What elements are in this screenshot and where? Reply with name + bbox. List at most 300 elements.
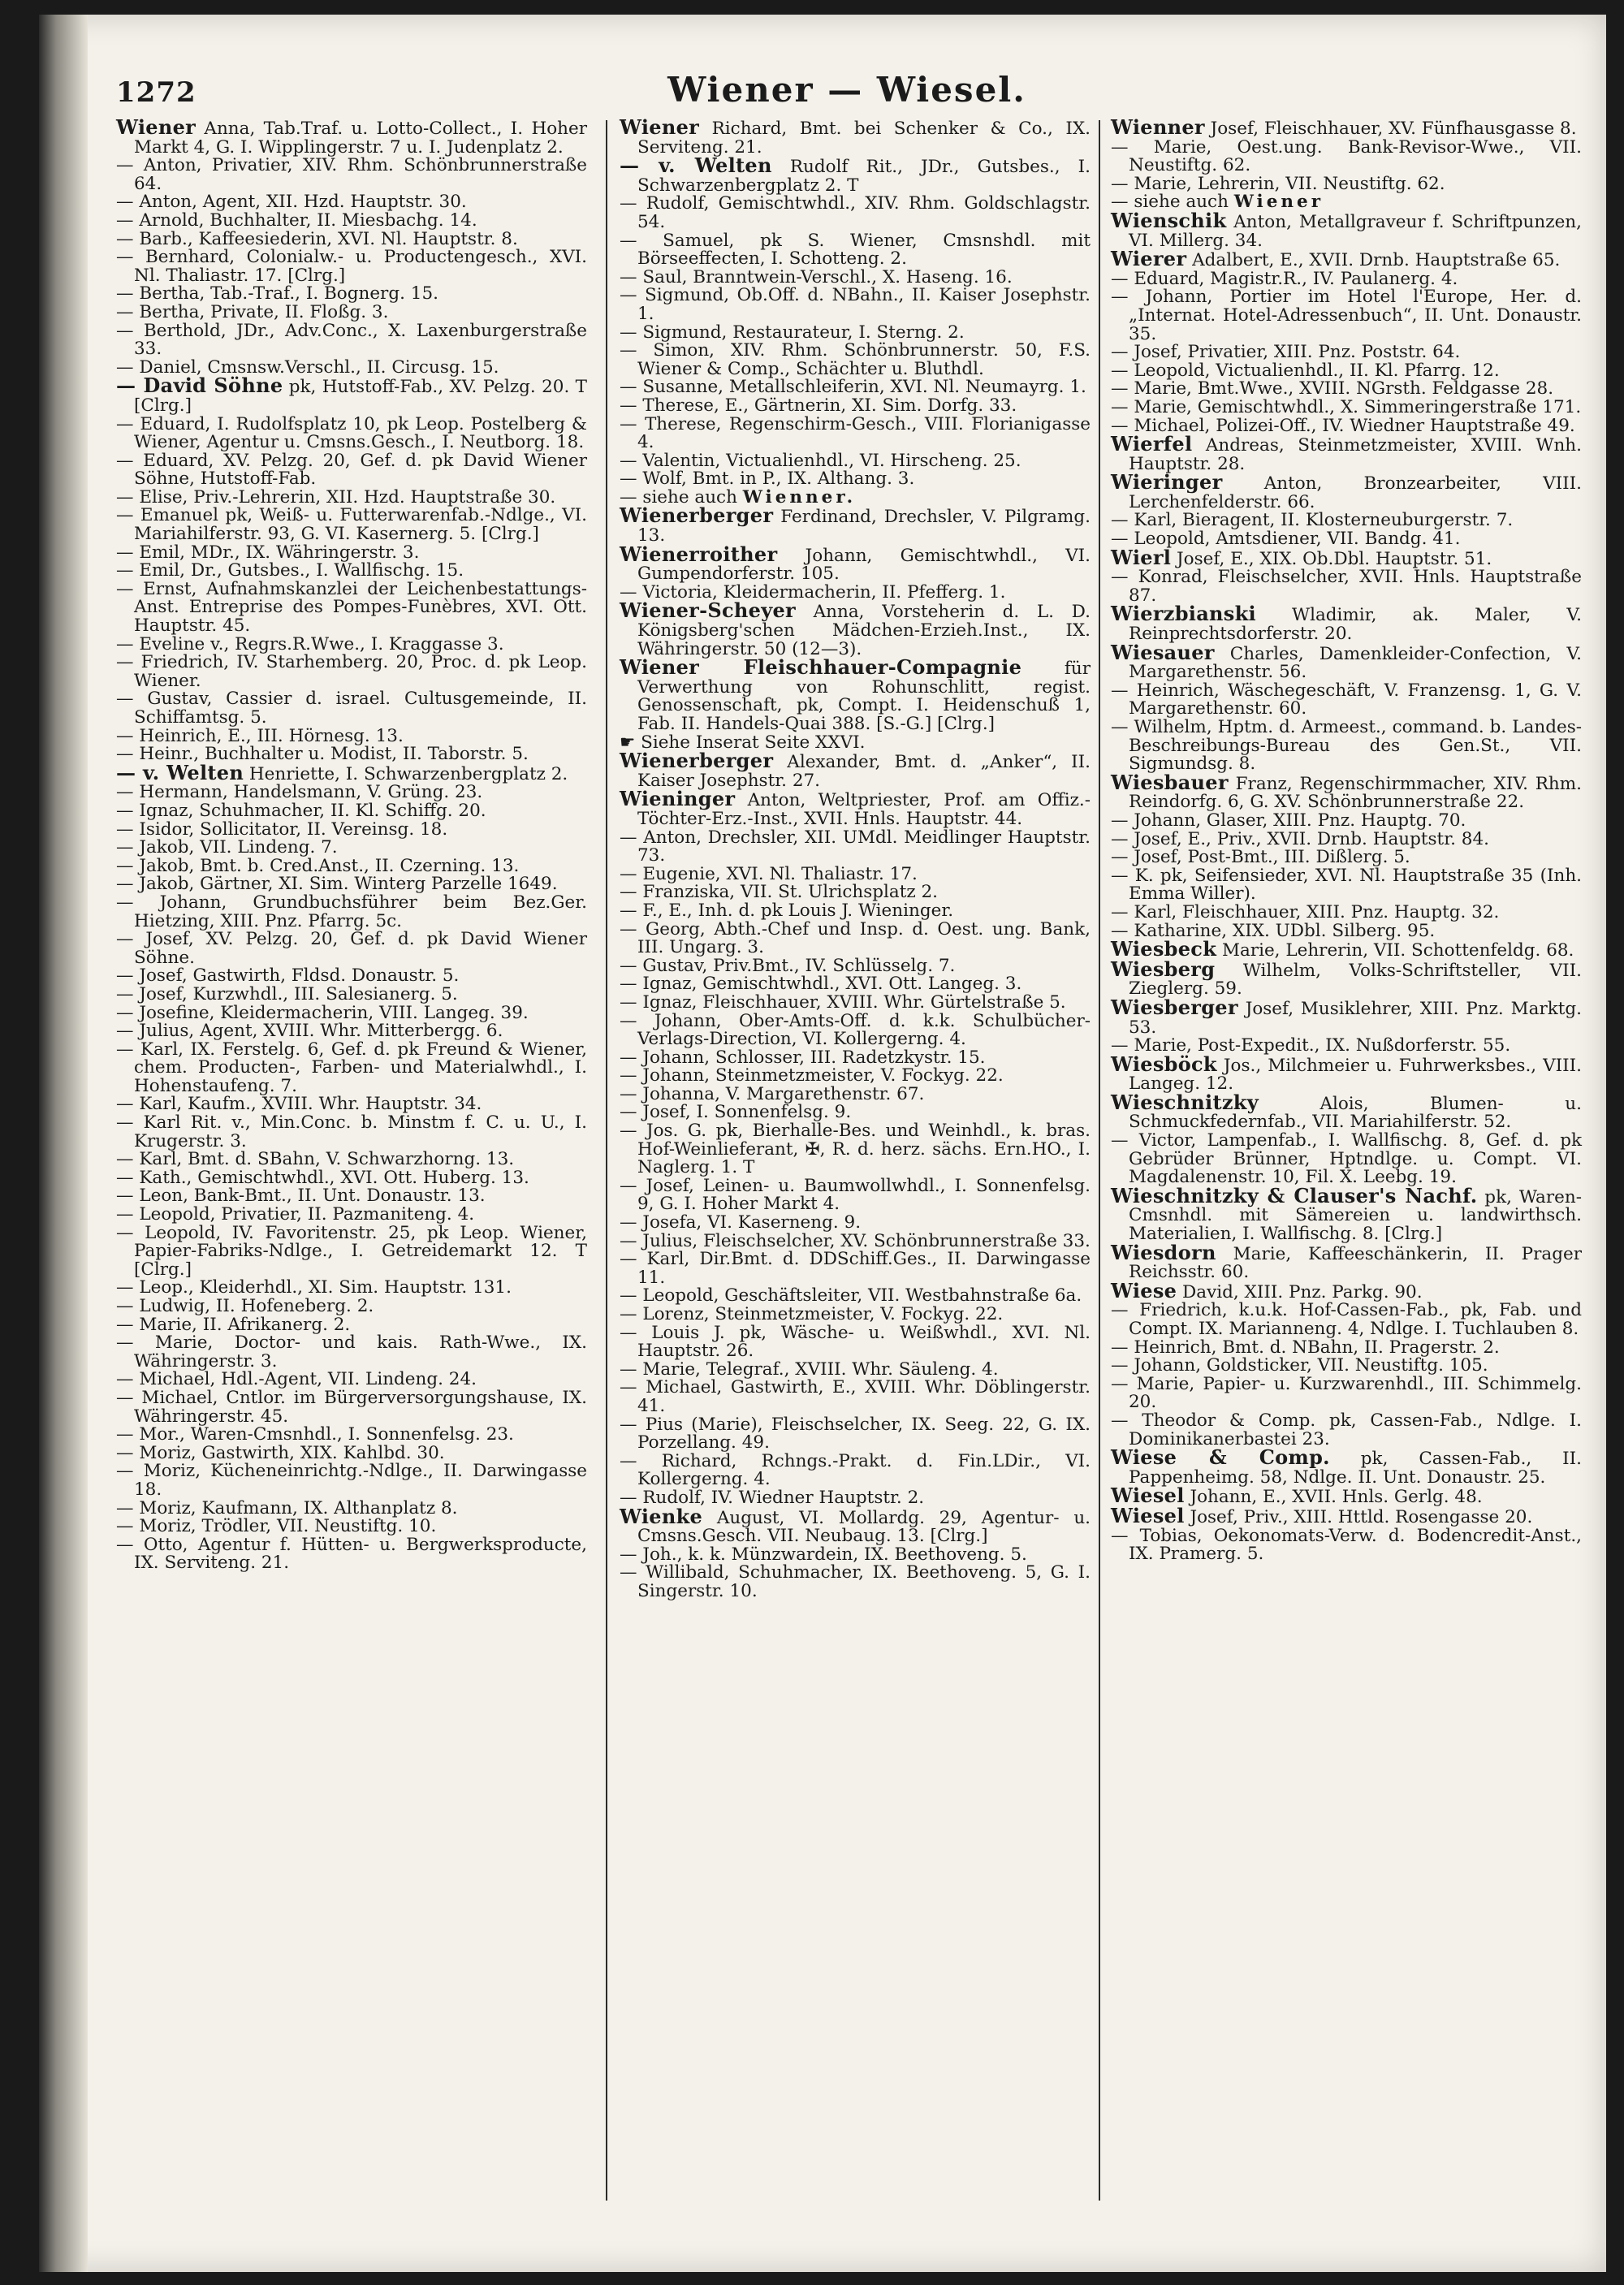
- directory-entry: [116, 374, 587, 416]
- entry-surname: Wienke: [620, 1504, 703, 1528]
- directory-entry: [116, 507, 587, 543]
- entry-text: — Marie, Lehrerin, VII. Neustiftg. 62.: [1111, 173, 1445, 194]
- entry-surname: Wieschnitzky: [1111, 1090, 1259, 1114]
- entry-spaced-name: Wiener: [1233, 192, 1324, 213]
- entry-surname: Wienner: [1111, 115, 1205, 139]
- directory-entry: [116, 1022, 587, 1041]
- directory-entry: [116, 894, 587, 931]
- directory-entry: [620, 598, 1091, 659]
- directory-entry: [620, 902, 1091, 921]
- entry-surname: Wieschnitzky & Clauser's Nachf.: [1111, 1183, 1478, 1207]
- directory-entry: [620, 1049, 1091, 1068]
- directory-entry: [620, 655, 1091, 734]
- entry-text: — Johann, Goldsticker, VII. Neustiftg. 105.: [1111, 1355, 1488, 1376]
- entry-text: — Ignaz, Fleischhauer, XVIII. Whr. Gürtelstraße 5.: [620, 991, 1066, 1013]
- entry-text: — Leopold, IV. Favoritenstr. 25, pk Leop. Wiener, Papier-Fabriks-Ndlge., I. Getreidemarkt 12. T [Clrg.]: [116, 1222, 587, 1280]
- directory-entry: [116, 413, 587, 453]
- entry-text: — Michael, Hdl.-Agent, VII. Lindeng. 24.: [116, 1369, 477, 1390]
- entry-text: — Saul, Branntwein-Verschl., X. Haseng. 16.: [620, 266, 1013, 287]
- entry-text: Andreas, Steinmetzmeister, XVIII. Wnh. Hauptstr. 28.: [1129, 435, 1582, 474]
- entry-text: Alois, Blumen- u. Schmuckfedernfab., VII. Mariahilferstr. 52.: [1129, 1093, 1582, 1133]
- entry-text: — Josef, Gastwirth, Fldsd. Donaustr. 5.: [116, 965, 460, 987]
- directory-entry: [1111, 512, 1582, 530]
- directory-entry: [620, 397, 1091, 416]
- entry-text: — Eduard, Magistr.R., IV. Paulanerg. 4.: [1111, 268, 1458, 289]
- directory-entry: [620, 1287, 1091, 1306]
- entry-text: — Marie, Oest.ung. Bank-Revisor-Wwe., VII. Neustiftg. 62.: [1111, 136, 1582, 176]
- directory-entry: [116, 1151, 587, 1169]
- entry-text: — Ludwig, II. Hofeneberg. 2.: [116, 1296, 374, 1316]
- entry-text: — Johann, Ober-Amts-Off. d. k.k. Schulbücher-Verlags-Direction, VI. Kollergerng. 4.: [620, 1010, 1091, 1050]
- entry-text: — Marie, Doctor- und kais. Rath-Wwe., IX. Währingerstr. 3.: [116, 1333, 587, 1371]
- directory-entry: [1111, 719, 1582, 774]
- entry-text: — Gustav, Cassier d. israel. Cultusgemeinde, II. Schiffamtsg. 5.: [116, 689, 587, 728]
- entry-surname: Wiese: [1111, 1278, 1177, 1302]
- entry-text: — Samuel, pk S. Wiener, Cmsnshdl. mit Börseeffecten, I. Schotteng. 2.: [620, 230, 1091, 270]
- entry-text: — Moriz, Gastwirth, XIX. Kahlbd. 30.: [116, 1442, 445, 1463]
- entry-text: — Johann, Grundbuchsführer beim Bez.Ger. Hietzing, XIII. Pnz. Pfarrg. 5c.: [116, 892, 587, 931]
- entry-text: Anton, Metallgraveur f. Schriftpunzen, VI. Millerg. 34.: [1129, 211, 1582, 251]
- entry-text: August, VI. Mollardg. 29, Agentur- u. Cmsns.Gesch. VII. Neubaug. 13. [Clrg.]: [637, 1507, 1091, 1547]
- entry-text: — Arnold, Buchhalter, II. Miesbachg. 14.: [116, 209, 477, 231]
- directory-entry: [620, 1230, 1091, 1251]
- directory-entry: [1111, 115, 1582, 139]
- entry-text: — Karl, Bieragent, II. Klosterneuburgerstr. 7.: [1111, 510, 1514, 531]
- entry-text: — Otto, Agentur f. Hütten- u. Bergwerksproducte, IX. Serviteng. 21.: [116, 1534, 587, 1574]
- directory-entry: [620, 1379, 1091, 1415]
- entry-surname: Wierer: [1111, 247, 1187, 271]
- entry-text: — Heinrich, Bmt. d. NBahn, II. Pragerstr. 2.: [1111, 1337, 1500, 1358]
- directory-entry: [116, 1206, 587, 1225]
- entry-text: — Bertha, Tab.-Traf., I. Bognerg. 15.: [116, 283, 438, 305]
- entry-surname: Wiener: [620, 115, 700, 139]
- entry-text: — Friedrich, IV. Starhemberg. 20, Proc. d. pk Leop. Wiener.: [116, 652, 587, 691]
- directory-entry: [1111, 470, 1582, 512]
- entry-text: — Eugenie, XVI. Nl. Thaliastr. 17.: [620, 863, 918, 884]
- directory-entry: [1111, 640, 1582, 683]
- directory-entry: [1111, 208, 1582, 251]
- entry-text: — Karl, IX. Ferstelg. 6, Gef. d. pk Freund & Wiener, chem. Producten-, Farben- und Materialwhdl., I. Hohenstaufeng. 7.: [116, 1039, 587, 1096]
- entry-spaced-name: Wienner.: [742, 486, 857, 508]
- column-divider: [1099, 120, 1100, 2201]
- entry-text: — Josefine, Kleidermacherin, VIII. Langeg. 39.: [116, 1002, 529, 1023]
- entry-surname: Wienerberger: [620, 503, 774, 528]
- directory-entry: [116, 115, 587, 158]
- entry-surname: Wierl: [1111, 545, 1172, 569]
- entry-surname: Wierfel: [1111, 432, 1193, 456]
- directory-entry: [116, 228, 587, 249]
- entry-text: — siehe auch: [1111, 192, 1234, 213]
- directory-entry: [620, 863, 1091, 884]
- entry-text: — Friedrich, k.u.k. Hof-Cassen-Fab., pk, Fab. und Compt. IX. Marianneng. 4, Ndlge. I. Tuchlauben 8.: [1111, 1300, 1582, 1339]
- directory-entry: [620, 829, 1091, 866]
- directory-entry: [116, 1279, 587, 1298]
- entry-text: Anton, Bronzearbeiter, VIII. Lerchenfelderstr. 66.: [1129, 473, 1582, 512]
- directory-entry: [620, 787, 1091, 829]
- entry-text: — Leopold, Amtsdiener, VII. Bandg. 41.: [1111, 529, 1461, 550]
- directory-entry: [620, 115, 1091, 158]
- entry-text: — Hermann, Handelsmann, V. Grüng. 23.: [116, 782, 483, 803]
- directory-entry: [116, 633, 587, 654]
- column-divider: [606, 120, 607, 2201]
- entry-surname: Wiener Fleischhauer-Compagnie: [620, 655, 1022, 680]
- directory-entry: [620, 1177, 1091, 1214]
- directory-entry: [1111, 1445, 1582, 1488]
- directory-entry: [1111, 380, 1582, 399]
- directory-entry: [620, 503, 1091, 546]
- entry-text: ☛ Siehe Inserat Seite XXVI.: [620, 732, 866, 753]
- entry-surname: Wieninger: [620, 787, 736, 811]
- entry-text: — Anton, Drechsler, XII. UMdl. Meidlinger Hauptstr. 73.: [620, 827, 1091, 866]
- directory-entry: [116, 875, 587, 894]
- entry-text: — Johann, Steinmetzmeister, V. Fockyg. 22.: [620, 1065, 1004, 1086]
- directory-entry: [1111, 247, 1582, 271]
- entry-text: — Marie, Bmt.Wwe., XVIII. NGrsth. Feldgasse 28.: [1111, 378, 1554, 400]
- entry-text: — Ignaz, Schuhmacher, II. Kl. Schiffg. 20.: [116, 800, 486, 821]
- entry-text: Anna, Vorsteherin d. L. D. Königsberg'schen Mädchen-Erzieh.Inst., IX. Währingerstr. 50 (12—3).: [637, 602, 1091, 659]
- entry-text: — Leopold, Victualienhdl., II. Kl. Pfarrg. 12.: [1111, 360, 1500, 381]
- entry-text: Josef, Priv., XIII. Httld. Rosengasse 20.: [1184, 1506, 1533, 1527]
- directory-entry: [620, 1416, 1091, 1453]
- directory-entry: [116, 760, 587, 784]
- directory-entry: [116, 654, 587, 690]
- entry-text: pk, Hutstoff-Fab., XV. Pelzg. 20. T [Clrg.]: [134, 377, 587, 416]
- entry-text: Ferdinand, Drechsler, V. Pilgramg. 13.: [637, 507, 1091, 546]
- entry-text: — Richard, Rchngs.-Prakt. d. Fin.LDir., VI. Kollergerng. 4.: [620, 1450, 1091, 1490]
- entry-text: — Therese, E., Gärtnerin, XI. Sim. Dorfg. 33.: [620, 395, 1017, 416]
- entry-surname: — David Söhne: [116, 374, 283, 398]
- directory-entry: [620, 1450, 1091, 1490]
- directory-entry: [116, 802, 587, 821]
- directory-entry: [1111, 1278, 1582, 1302]
- directory-entry: [116, 1041, 587, 1096]
- entry-text: Richard, Bmt. bei Schenker & Co., IX. Serviteng. 21.: [637, 119, 1091, 158]
- directory-entry: [620, 1250, 1091, 1287]
- directory-entry: [620, 342, 1091, 378]
- entry-text: — Moriz, Kaufmann, IX. Althanplatz 8.: [116, 1497, 458, 1518]
- directory-entry: [620, 883, 1091, 902]
- entry-text: — Barb., Kaffeesiederin, XVI. Nl. Hauptstr. 8.: [116, 228, 518, 249]
- directory-entry: [620, 324, 1091, 343]
- directory-entry: [620, 153, 1091, 196]
- entry-text: — Josef, Privatier, XIII. Pnz. Poststr. 64.: [1111, 342, 1461, 363]
- entry-surname: Wieringer: [1111, 470, 1223, 495]
- directory-entry: [116, 1334, 587, 1371]
- entry-text: — Marie, II. Afrikanerg. 2.: [116, 1314, 351, 1335]
- entry-text: Marie, Lehrerin, VII. Schottenfeldg. 68.: [1216, 940, 1574, 961]
- directory-entry: [116, 1371, 587, 1389]
- entry-text: — Konrad, Fleischselcher, XVII. Hnls. Hauptstraße 87.: [1111, 567, 1582, 606]
- directory-entry: [620, 1067, 1091, 1086]
- entry-text: — Simon, XIV. Rhm. Schönbrunnerstr. 50, F.S. Wiener & Comp., Schächter u. Bluthdl.: [620, 340, 1091, 379]
- entry-text: — Ignaz, Gemischtwhdl., XVI. Ott. Langeg. 3.: [620, 974, 1022, 995]
- entry-text: — Eduard, XV. Pelzg. 20, Gef. d. pk David Wiener Söhne, Hutstoff-Fab.: [116, 450, 587, 490]
- entry-text: — Moriz, Kücheneinrichtg.-Ndlge., II. Darwingasse 18.: [116, 1461, 587, 1500]
- entry-text: Anna, Tab.Traf. u. Lotto-Collect., I. Hoher Markt 4, G. I. Wipplingerstr. 7 u. I. Judenplatz 2.: [134, 119, 587, 158]
- directory-entry: [116, 248, 587, 285]
- directory-entry: [116, 209, 587, 231]
- entry-text: — Josefa, VI. Kaserneng. 9.: [620, 1212, 862, 1233]
- entry-text: — Jakob, VII. Lindeng. 7.: [116, 837, 338, 858]
- entry-text: — Marie, Gemischtwhdl., X. Simmeringerstraße 171.: [1111, 396, 1582, 417]
- entry-surname: Wiesel: [1111, 1503, 1185, 1527]
- entry-text: — Marie, Papier- u. Kurzwarenhdl., III. Schimmelg. 20.: [1111, 1373, 1582, 1413]
- entry-text: — Leopold, Privatier, II. Pazmaniteng. 4.: [116, 1204, 475, 1225]
- entry-text: Adalbert, E., XVII. Drnb. Hauptstraße 65.: [1186, 250, 1561, 271]
- directory-entry: [1111, 812, 1582, 831]
- entry-text: — Eduard, I. Rudolfsplatz 10, pk Leop. Postelberg & Wiener, Agentur u. Cmsns.Gesch., I. Neutborg. 18.: [116, 413, 587, 453]
- directory-entry: [620, 1104, 1091, 1122]
- entry-text: — Anton, Agent, XII. Hzd. Hauptstr. 30.: [116, 192, 467, 213]
- entry-text: — Bertha, Private, II. Floßg. 3.: [116, 301, 389, 322]
- entry-text: — Susanne, Metallschleiferin, XVI. Nl. Neumayrg. 1.: [620, 377, 1086, 398]
- entry-text: Josef, Fleischhauer, XV. Fünfhausgasse 8.: [1204, 119, 1577, 139]
- directory-entry: [620, 413, 1091, 453]
- directory-entry: [1111, 136, 1582, 176]
- directory-entry: [1111, 1412, 1582, 1449]
- directory-entry: [116, 1426, 587, 1445]
- entry-text: — Josef, Kurzwhdl., III. Salesianerg. 5.: [116, 983, 458, 1004]
- entry-text: Josef, Musiklehrer, XIII. Pnz. Marktg. 53.: [1129, 998, 1582, 1038]
- directory-entry: [620, 1010, 1091, 1050]
- directory-entry: [1111, 770, 1582, 813]
- entry-text: — Michael, Gastwirth, E., XVIII. Whr. Döblingerstr. 41.: [620, 1377, 1091, 1416]
- entry-text: — Jos. G. pk, Bierhalle-Bes. und Weinhdl., k. bras. Hof-Weinlieferant, ✠, R. d. herz. sächs. Ern.HO., I. Naglerg. 1. T: [620, 1121, 1091, 1178]
- entry-text: — Theodor & Comp. pk, Cassen-Fab., Ndlge. I. Dominikanerbastei 23.: [1111, 1410, 1582, 1449]
- directory-entry: [1111, 175, 1582, 194]
- entry-surname: Wiesberg: [1111, 957, 1216, 981]
- entry-text: — F., E., Inh. d. pk Louis J. Wieninger.: [620, 900, 954, 921]
- entry-surname: Wienerberger: [620, 749, 774, 773]
- entry-surname: Wiener: [116, 115, 197, 139]
- entry-text: — Marie, Post-Expedit., IX. Nußdorferstr. 55.: [1111, 1035, 1511, 1056]
- entry-text: — Joh., k. k. Münzwardein, IX. Beethoveng. 5.: [620, 1544, 1027, 1565]
- directory-entry: [116, 1004, 587, 1023]
- directory-entry: [116, 983, 587, 1004]
- entry-text: Wladimir, ak. Maler, V. Reinprechtsdorferstr. 20.: [1129, 605, 1582, 645]
- entry-surname: Wienschik: [1111, 208, 1227, 232]
- entry-text: Charles, Damenkleider-Confection, V. Margarethenstr. 56.: [1129, 643, 1582, 683]
- directory-entry: [1111, 849, 1582, 867]
- directory-entry: [116, 1389, 587, 1426]
- directory-entry: [1111, 1357, 1582, 1376]
- entry-text: — Victoria, Kleidermacherin, II. Pfefferg. 1.: [620, 581, 1006, 603]
- entry-text: — Jakob, Gärtner, XI. Sim. Winterg Parzelle 1649.: [116, 874, 558, 895]
- directory-entry: [116, 1462, 587, 1499]
- directory-entry: [116, 1187, 587, 1206]
- page-number: 1272: [116, 76, 197, 109]
- entry-text: — Gustav, Priv.Bmt., IV. Schlüsselg. 7.: [620, 955, 956, 976]
- directory-entry: [620, 266, 1091, 287]
- entry-text: — Daniel, Cmsnsw.Verschl., II. Circusg. 15.: [116, 356, 499, 378]
- entry-text: — Louis J. pk, Wäsche- u. Weißwhdl., XVI. Nl. Hauptstr. 26.: [620, 1322, 1091, 1362]
- directory-entry: [1111, 1090, 1582, 1133]
- directory-entry: [620, 1358, 1091, 1380]
- entry-text: — Josef, E., Priv., XVII. Drnb. Hauptstr. 84.: [1111, 828, 1489, 849]
- entry-text: — Jakob, Bmt. b. Cred.Anst., II. Czerning. 13.: [116, 855, 520, 876]
- entry-text: — Sigmund, Restaurateur, I. Sterng. 2.: [620, 322, 965, 343]
- directory-entry: [116, 725, 587, 746]
- entry-text: — Michael, Polizei-Off., IV. Wiedner Hauptstraße 49.: [1111, 415, 1575, 436]
- directory-entry: [1111, 602, 1582, 645]
- entry-text: — siehe auch: [620, 486, 743, 508]
- directory-entry: [620, 918, 1091, 958]
- entry-text: Wilhelm, Volks-Schriftsteller, VII. Zieglerg. 59.: [1129, 960, 1582, 1000]
- entry-text: — Johann, Glaser, XIII. Pnz. Hauptg. 70.: [1111, 810, 1466, 831]
- entry-text: — Kath., Gemischtwhdl., XVI. Ott. Huberg. 13.: [116, 1167, 529, 1188]
- entry-text: — Wolf, Bmt. in P., IX. Althang. 3.: [620, 469, 915, 490]
- entry-surname: Wiese & Comp.: [1111, 1445, 1330, 1470]
- directory-entry: [116, 544, 587, 563]
- entry-text: Josef, E., XIX. Ob.Dbl. Hauptstr. 51.: [1171, 548, 1492, 569]
- directory-entry: [1111, 1373, 1582, 1413]
- directory-entry: [1111, 1183, 1582, 1245]
- directory-entry: [1111, 867, 1582, 904]
- directory-entry: [620, 1546, 1091, 1565]
- directory-entry: [620, 1306, 1091, 1324]
- directory-entry: [620, 1214, 1091, 1233]
- entry-text: — Georg, Abth.-Chef und Insp. d. Oest. ung. Bank, III. Ungarg. 3.: [620, 918, 1091, 958]
- entry-text: — Marie, Telegraf., XVIII. Whr. Säuleng. 4.: [620, 1358, 999, 1380]
- entry-text: — Johanna, V. Margarethenstr. 67.: [620, 1083, 925, 1104]
- directory-entry: [116, 1316, 587, 1335]
- directory-entry: [116, 690, 587, 727]
- entry-text: — K. pk, Seifensieder, XVI. Nl. Hauptstraße 35 (Inh. Emma Willer).: [1111, 865, 1582, 905]
- entry-text: — Johann, Schlosser, III. Radetzkystr. 15.: [620, 1047, 986, 1068]
- entry-text: — Johann, Portier im Hotel l'Europe, Her. d. „Internat. Hotel-Adressenbuch“, II. Unt. Donaustr. 35.: [1111, 287, 1582, 344]
- directory-entry: [620, 1504, 1091, 1547]
- directory-entry: [620, 991, 1091, 1013]
- directory-entry: [620, 287, 1091, 323]
- directory-entry: [1111, 432, 1582, 474]
- column-1: [116, 115, 587, 1574]
- entry-surname: — v. Welten: [116, 760, 244, 784]
- directory-entry: [1111, 530, 1582, 549]
- directory-entry: [116, 784, 587, 802]
- entry-text: David, XIII. Pnz. Parkg. 90.: [1177, 1281, 1423, 1302]
- directory-entry: [116, 157, 587, 193]
- entry-text: pk, Waren-Cmsnhdl. mit Sämereien u. landwirthsch. Materialien, I. Wallfischg. 8. [Clrg.]: [1129, 1186, 1582, 1245]
- entry-text: — Josef, Post-Bmt., III. Dißlerg. 5.: [1111, 847, 1410, 868]
- page-header: [116, 70, 1578, 119]
- entry-text: Johann, Gemischtwhdl., VI. Gumpendorferstr. 105.: [637, 545, 1091, 585]
- directory-entry: [620, 232, 1091, 269]
- directory-entry: [1111, 682, 1582, 719]
- directory-entry: [116, 1095, 587, 1114]
- entry-text: — Franziska, VII. St. Ulrichsplatz 2.: [620, 882, 939, 903]
- directory-entry: [1111, 1503, 1582, 1527]
- directory-entry: [1111, 1132, 1582, 1187]
- directory-entry: [116, 285, 587, 304]
- entry-text: — Mor., Waren-Cmsnhdl., I. Sonnenfelsg. 23.: [116, 1424, 514, 1445]
- entry-text: — Heinrich, E., III. Hörnesg. 13.: [116, 725, 404, 746]
- directory-entry: [116, 1497, 587, 1518]
- entry-text: — Karl, Bmt. d. SBahn, V. Schwarzhorng. 13.: [116, 1149, 515, 1170]
- directory-entry: [1111, 828, 1582, 849]
- entry-text: pk, Cassen-Fab., II. Pappenheimg. 58, Ndlge. II. Unt. Donaustr. 25.: [1129, 1449, 1582, 1488]
- entry-text: — Sigmund, Ob.Off. d. NBahn., II. Kaiser Josephstr. 1.: [620, 285, 1091, 324]
- directory-entry: [1111, 995, 1582, 1038]
- entry-text: — Karl, Fleischhauer, XIII. Pnz. Hauptg. 32.: [1111, 901, 1500, 922]
- entry-text: — Wilhelm, Hptm. d. Armeest., command. b. Landes-Beschreibungs-Bureau des Gen.St., VII. Sigmundsg. 8.: [1111, 717, 1582, 775]
- directory-entry: [116, 857, 587, 876]
- entry-surname: Wiesberger: [1111, 995, 1238, 1019]
- column-3: [1111, 115, 1582, 1565]
- entry-text: — Eveline v., Regrs.R.Wwe., I. Kraggasse 3.: [116, 633, 504, 654]
- entry-text: — Josef, Leinen- u. Baumwollwhdl., I. Sonnenfelsg. 9, G. I. Hoher Markt 4.: [620, 1175, 1091, 1215]
- directory-page: [39, 15, 1606, 2272]
- entry-text: — Emil, MDr., IX. Währingerstr. 3.: [116, 542, 420, 563]
- directory-entry: [1111, 288, 1582, 343]
- entry-text: — Julius, Agent, XVIII. Whr. Mitterbergg. 6.: [116, 1021, 503, 1042]
- directory-entry: [116, 562, 587, 581]
- entry-surname: Wiesbeck: [1111, 937, 1217, 961]
- entry-text: — Victor, Lampenfab., I. Wallfischg. 8, Gef. d. pk Gebrüder Brünner, Hptndlge. u. Compt. VI. Magdalenenstr. 10, Fil. X. Leebg. 19.: [1111, 1130, 1582, 1188]
- entry-text: — Heinrich, Wäschegeschäft, V. Franzensg. 1, G. V. Margarethenstr. 60.: [1111, 680, 1582, 719]
- directory-entry: [116, 301, 587, 322]
- entry-text: — Leopold, Geschäftsleiter, VII. Westbahnstraße 6a.: [620, 1285, 1082, 1307]
- entry-text: Jos., Milchmeier u. Fuhrwerksbes., VIII. Langeg. 12.: [1129, 1055, 1582, 1095]
- directory-entry: [620, 1083, 1091, 1104]
- directory-entry: [116, 1114, 587, 1151]
- directory-entry: [1111, 957, 1582, 1000]
- directory-entry: [116, 839, 587, 857]
- entry-text: Marie, Kaffeeschänkerin, II. Prager Reichsstr. 60.: [1129, 1243, 1582, 1283]
- directory-entry: [116, 486, 587, 508]
- directory-entry: [1111, 1052, 1582, 1095]
- entry-text: — Michael, Cntlor. im Bürgerversorgungshause, IX. Währingerstr. 45.: [116, 1387, 587, 1427]
- directory-entry: [620, 1324, 1091, 1361]
- entry-text: — Moriz, Trödler, VII. Neustiftg. 10.: [116, 1516, 437, 1537]
- entry-text: — Anton, Privatier, XIV. Rhm. Schönbrunnerstraße 64.: [116, 155, 587, 194]
- directory-entry: [620, 452, 1091, 471]
- entry-text: — Emanuel pk, Weiß- u. Futterwarenfab.-Ndlge., VI. Mariahilferstr. 93, G. VI. Kasernerg. 5. [Clrg.]: [116, 505, 587, 545]
- entry-surname: Wiesböck: [1111, 1052, 1217, 1076]
- entry-surname: Wiener-Scheyer: [620, 598, 796, 623]
- entry-text: — Leon, Bank-Bmt., II. Unt. Donaustr. 13.: [116, 1186, 486, 1207]
- entry-text: — Berthold, JDr., Adv.Conc., X. Laxenburgerstraße 33.: [116, 320, 587, 360]
- entry-text: — Ernst, Aufnahmskanzlei der Leichenbestattungs-Anst. Entreprise des Pompes-Funèbres, XVI. Ott. Hauptstr. 45.: [116, 578, 587, 637]
- directory-entry: [620, 749, 1091, 791]
- directory-entry: [1111, 545, 1582, 569]
- running-head: Wiener — Wiesel.: [667, 70, 1026, 110]
- directory-entry: [1111, 1302, 1582, 1338]
- page-gutter-shadow: [39, 15, 88, 2272]
- directory-entry: [1111, 270, 1582, 289]
- directory-entry: [620, 1564, 1091, 1600]
- directory-entry: [1111, 1527, 1582, 1564]
- entry-surname: Wiesauer: [1111, 640, 1215, 664]
- entry-surname: Wierzbianski: [1111, 602, 1256, 626]
- directory-entry: [620, 195, 1091, 231]
- entry-text: — Rudolf, Gemischtwhdl., XIV. Rhm. Goldschlagstr. 54.: [620, 193, 1091, 232]
- directory-entry: [1111, 901, 1582, 922]
- entry-text: — Therese, Regenschirm-Gesch., VIII. Florianigasse 4.: [620, 413, 1091, 453]
- directory-entry: [620, 957, 1091, 976]
- directory-entry: [1111, 568, 1582, 605]
- entry-text: für Verwerthung von Rohunschlitt, regist. Genossenschaft, pk, Compt. I. Heidenschuß 1, Fab. II. Handels-Quai 388. [S.-G.] [Clrg.]: [637, 659, 1091, 734]
- directory-entry: [116, 1536, 587, 1573]
- entry-surname: Wiesel: [1111, 1484, 1185, 1508]
- entry-text: — Tobias, Oekonomats-Verw. d. Bodencredit-Anst., IX. Pramerg. 5.: [1111, 1525, 1582, 1565]
- directory-entry: [116, 821, 587, 840]
- directory-entry: [1111, 343, 1582, 362]
- entry-text: — Leop., Kleiderhdl., XI. Sim. Hauptstr. 131.: [116, 1277, 512, 1298]
- directory-entry: [116, 1222, 587, 1280]
- entry-text: Anton, Weltpriester, Prof. am Offiz.-Töchter-Erz.-Inst., XVII. Hnls. Hauptstr. 44.: [637, 790, 1091, 829]
- entry-text: — Karl, Dir.Bmt. d. DDSchiff.Ges., II. Darwingasse 11.: [620, 1249, 1091, 1288]
- entry-text: — Karl Rit. v., Min.Conc. b. Minstm f. C. u. U., I. Krugerstr. 3.: [116, 1112, 587, 1151]
